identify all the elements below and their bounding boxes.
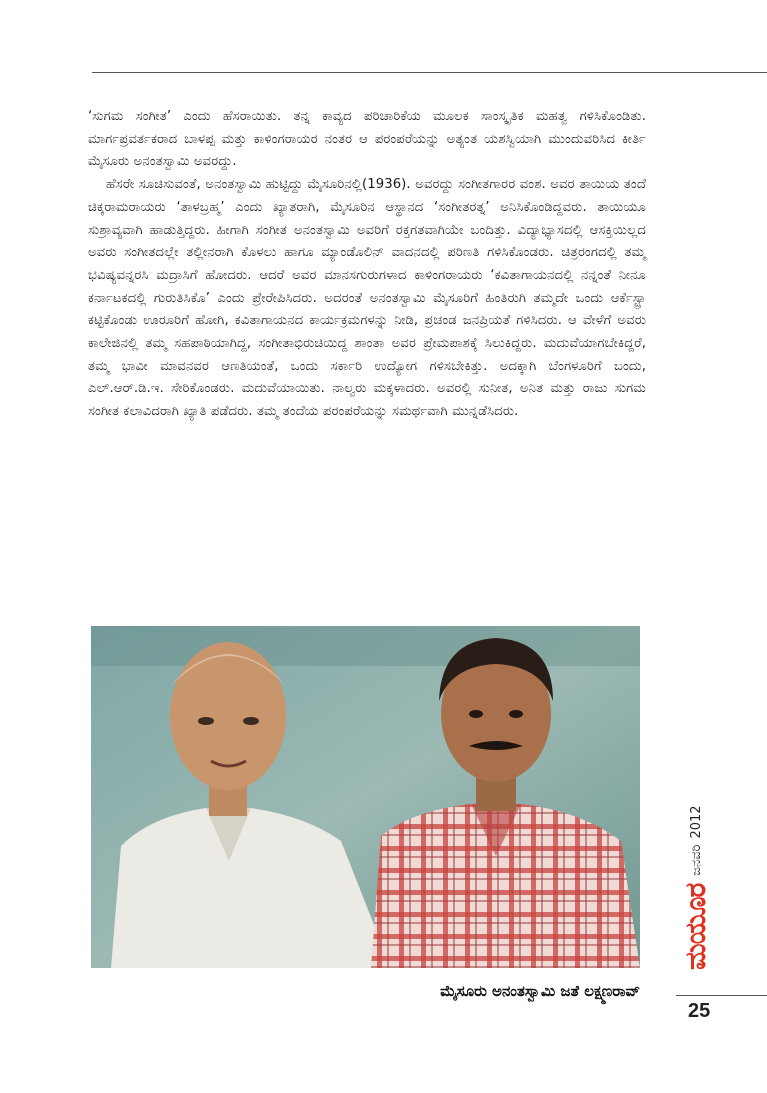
issue-year: 2012 (688, 805, 704, 839)
magazine-logo: ಮಯೂರ (679, 883, 712, 970)
article-body (88, 106, 646, 424)
page-number: 25 (688, 1000, 711, 1022)
portrait-photo (91, 626, 640, 968)
photo-caption: ಮೈಸೂರು ಅನಂತಸ್ವಾಮಿ ಜತೆ ಲಕ್ಷ್ಮಣರಾವ್ (440, 982, 640, 1000)
article-paragraph-1: ‘ಸುಗಮ ಸಂಗೀತ’ ಎಂದು ಹೆಸರಾಯಿತು. ತನ್ನ ಕಾವ್ಯದ ಪರಿಚಾರಿಕೆಯ ಮೂಲಕ ಸಾಂಸ್ಕೃತಿಕ ಮಹತ್ವ ಗಳಿಸಿಕೊಂಡಿತು. ಮಾರ್ಗಪ್ರವರ್ತಕರಾದ ಬಾಳಪ್ಪ ಮತ್ತು ಕಾಳಿಂಗರಾಯರ ನಂತರ ಆ ಪರಂಪರೆಯನ್ನು ಅತ್ಯಂತ ಯಶಸ್ವಿಯಾಗಿ ಮುಂದುವರಿಸಿದ ಕೀರ್ತಿ ಮೈಸೂರು ಅನಂತಸ್ವಾಮಿ ಅವರದ್ದು. (88, 109, 646, 170)
issue-month: ಜನವರಿ (688, 844, 704, 876)
article-paragraph-2: ಹೆಸರೇ ಸೂಚಿಸುವಂತೆ, ಅನಂತಸ್ವಾಮಿ ಹುಟ್ಟಿದ್ದು ಮೈಸೂರಿನಲ್ಲಿ(1936). ಅವರದ್ದು ಸಂಗೀತಗಾರರ ವಂಶ. ಅವರ ತಾಯಿಯ ತಂದೆ ಚಿಕ್ಕರಾಮರಾಯರು ‘ತಾಳಬ್ರಹ್ಮ’ ಎಂದು ಖ್ಯಾತರಾಗಿ, ಮೈಸೂರಿನ ಆಸ್ಥಾನದ ‘ಸಂಗೀತರತ್ನ’ ಅನಿಸಿಕೊಂಡಿದ್ದವರು. ತಾಯಿಯೂ ಸುಶ್ರಾವ್ಯವಾಗಿ ಹಾಡುತ್ತಿದ್ದರು. ಹೀಗಾಗಿ ಸಂಗೀತ ಅನಂತಸ್ವಾಮಿ ಅವರಿಗೆ ರಕ್ತಗತವಾಗಿಯೇ ಬಂದಿತ್ತು. ವಿದ್ಯಾಭ್ಯಾಸದಲ್ಲಿ ಆಸಕ್ತಿಯಿಲ್ಲದ ಅವರು ಸಂಗೀತದಲ್ಲೇ ತಲ್ಲೀನರಾಗಿ ಕೊಳಲು ಹಾಗೂ ಮ್ಯಾಂಡೊಲಿನ್ ವಾದನದಲ್ಲಿ ಪರಿಣತಿ ಗಳಿಸಿಕೊಂಡರು. ಚಿತ್ರರಂಗದಲ್ಲಿ ತಮ್ಮ ಭವಿಷ್ಯವನ್ನರಸಿ ಮದ್ರಾಸಿಗೆ ಹೋದರು. ಆದರೆ ಅವರ ಮಾನಸಗುರುಗಳಾದ ಕಾಳಿಂಗರಾಯರು ‘ಕವಿತಾಗಾಯನದಲ್ಲಿ ನನ್ನಂತೆ ನೀನೂ ಕರ್ನಾಟಕದಲ್ಲಿ ಗುರುತಿಸಿಕೊ’ ಎಂದು ಪ್ರೇರೇಪಿಸಿದರು. ಅದರಂತೆ ಅನಂತಸ್ವಾಮಿ ಮೈಸೂರಿಗೆ ಹಿಂತಿರುಗಿ ತಮ್ಮದೇ ಒಂದು ಆರ್ಕೆಸ್ಟ್ರಾ ಕಟ್ಟಿಕೊಂಡು ಊರೂರಿಗೆ ಹೋಗಿ, ಕವಿತಾಗಾಯನದ ಕಾರ್ಯಕ್ರಮಗಳನ್ನು ನೀಡಿ, ಪ್ರಚಂಡ ಜನಪ್ರಿಯತೆ ಗಳಿಸಿದರು. ಆ ವೇಳೆಗೆ ಅವರು ಕಾಲೇಜಿನಲ್ಲಿ ತಮ್ಮ ಸಹಪಾಠಿಯಾಗಿದ್ದ, ಸಂಗೀತಾಭಿರುಚಿಯಿದ್ದ ಶಾಂತಾ ಅವರ ಪ್ರೇಮಪಾಶಕ್ಕೆ ಸಿಲುಕಿದ್ದರು. ಮದುವೆಯಾಗಬೇಕಿದ್ದರೆ, ತಮ್ಮ ಭಾವೀ ಮಾವನವರ ಆಣತಿಯಂತೆ, ಒಂದು ಸರ್ಕಾರಿ ಉದ್ಯೋಗ ಗಳಿಸಬೇಕಿತ್ತು. ಅದಕ್ಕಾಗಿ ಬೆಂಗಳೂರಿಗೆ ಬಂದು, ಎಲ್.ಆರ್.ಡಿ.ಇ. ಸೇರಿಕೊಂಡರು. ಮದುವೆಯಾಯಿತು. ನಾಲ್ವರು ಮಕ್ಕಳಾದರು. ಅವರಲ್ಲಿ ಸುನೀತ, ಅನಿತ ಮತ್ತು ರಾಜು ಸುಗಮ ಸಂಗೀತ ಕಲಾವಿದರಾಗಿ ಖ್ಯಾತಿ ಪಡೆದರು. ತಮ್ಮ ತಂದೆಯ ಪರಂಪರೆಯನ್ನು ಸಮರ್ಥವಾಗಿ ಮುನ್ನಡೆಸಿದರು. (88, 177, 646, 420)
header-rule (92, 72, 767, 73)
magazine-masthead (676, 770, 716, 970)
footer-rule (676, 995, 767, 996)
